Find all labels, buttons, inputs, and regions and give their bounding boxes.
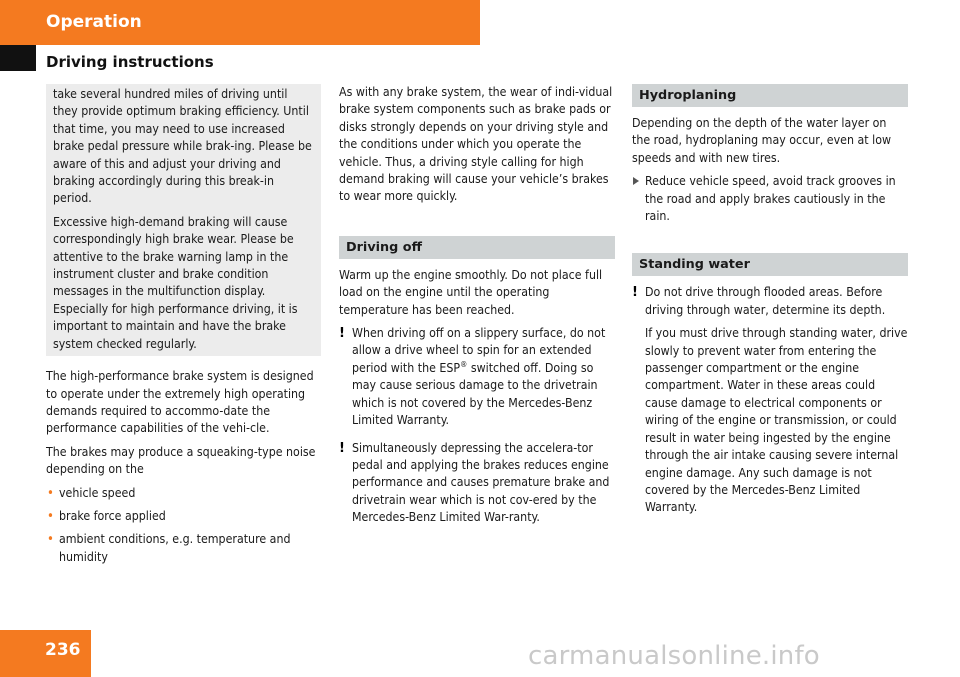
column-right — [632, 84, 908, 523]
column-middle — [339, 84, 615, 533]
bullet-list — [46, 485, 321, 567]
section-heading-driving-off: Driving off — [339, 236, 615, 259]
body-paragraph: Warm up the engine smoothly. Do not place full load on the engine until the operating temperature has been reached. — [339, 267, 603, 317]
list-item: • brake force applied — [47, 508, 166, 524]
body-paragraph: The high-performance brake system is designed to operate under the extremely high operating demands required to accommo-date the performance capabilities of the vehi-cle. — [46, 369, 314, 436]
warning-icon: ! — [339, 326, 345, 342]
body-paragraph: Depending on the depth of the water layer on the road, hydroplaning may occur, even at low speeds and with new tires. — [632, 116, 892, 165]
section-title: Operation — [46, 12, 142, 32]
note-paragraph: take several hundred miles of driving until they provide optimum braking efficiency. Until that time, you may need to use increased brake pedal pressure while brak-ing. Please be aware of this and adjust your driving and braking accordingly during this break-in period. — [53, 87, 312, 206]
section-heading-hydroplaning: Hydroplaning — [632, 84, 908, 107]
header-bar — [0, 0, 480, 45]
list-item: • vehicle speed — [47, 485, 136, 501]
header-tab-marker — [0, 45, 36, 71]
page-number: 236 — [45, 640, 81, 660]
warning-icon: ! — [632, 285, 638, 301]
bullet-icon: • — [47, 485, 54, 501]
warning-icon: ! — [339, 440, 345, 456]
column-left — [46, 84, 321, 572]
warning-text: If you must drive through standing water, drive slowly to prevent water from entering the passenger compartment or the engine compartment. Water in these areas could cause damage to electrical components or wiring of the engine or transmission, or could result in water being ingested by the engine through the air intake causing severe internal engine damage. Any such damage is not covered by the Mercedes-Benz Limited Warranty. — [645, 326, 908, 515]
subsection-title: Driving instructions — [46, 53, 214, 71]
warning-note — [632, 284, 908, 516]
body-paragraph: The brakes may produce a squeaking-type noise depending on the — [46, 444, 316, 477]
instruction-step: Reduce vehicle speed, avoid track grooves in the road and apply brakes cautiously in the rain. — [632, 173, 908, 225]
bullet-icon: • — [47, 532, 54, 548]
watermark: carmanualsonline.info — [528, 641, 820, 671]
list-item: • ambient conditions, e.g. temperature and humidity — [47, 532, 291, 564]
note-box — [46, 84, 321, 356]
warning-text: Do not drive through flooded areas. Before driving through water, determine its depth. — [645, 285, 886, 317]
note-paragraph: Excessive high-demand braking will cause correspondingly high brake wear. Please be attentive to the brake warning lamp in the instrument cluster and brake condition messages in the multifunction display. Especially for high performance driving, it is important to maintain and have the brake system checked regularly. — [53, 214, 298, 351]
warning-note — [339, 440, 615, 527]
bullet-icon: • — [47, 508, 54, 524]
warning-note: ! When driving off on a slippery surface, do not allow a drive wheel to spin for an extended period with the ESP® switched off. Doing so may cause serious damage to the drivetrain which is not covered by the Mercedes-Benz Limited Warranty. — [339, 326, 606, 428]
warning-text: Simultaneously depressing the accelera-tor pedal and applying the brakes reduces engine performance and causes premature brake and drivetrain wear which is not cov-ered by the Mercedes-Benz Limited War-ranty. — [352, 440, 610, 525]
section-heading-standing-water: Standing water — [632, 253, 908, 276]
body-paragraph: As with any brake system, the wear of indi-vidual brake system components such as brake pads or disks strongly depends on your driving style and the conditions under which you operate the vehicle. Thus, a driving style calling for high demand braking will cause your vehicle’s brakes to wear more quickly. — [339, 85, 613, 204]
step-arrow-icon — [633, 177, 639, 185]
page-number-box — [0, 630, 91, 677]
